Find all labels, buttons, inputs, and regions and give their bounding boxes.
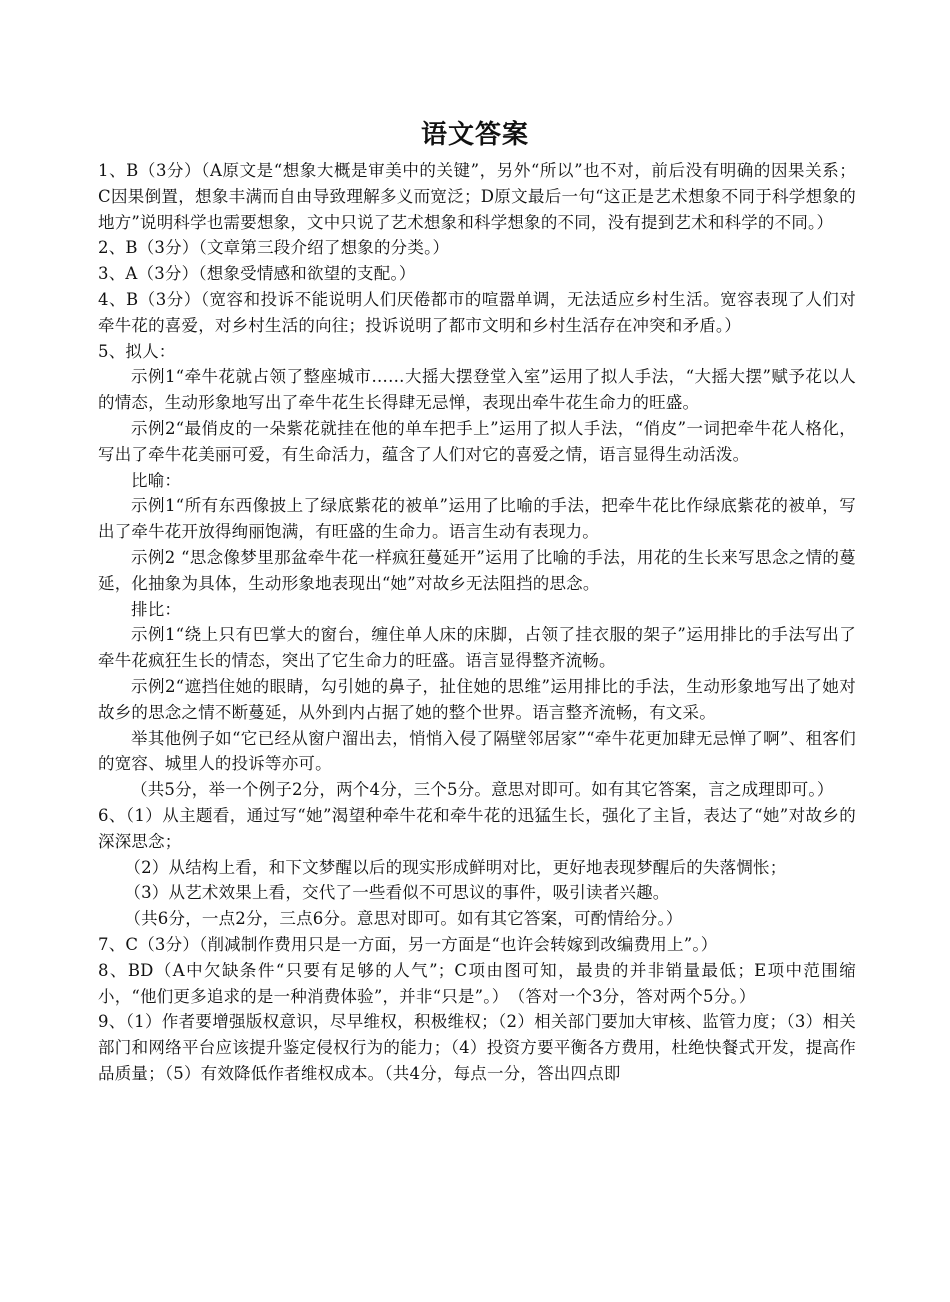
answer-5-heading-personification: 5、拟人： xyxy=(98,341,176,361)
answer-5-metaphor-example-2: 示例2 “思念像梦里那盆牵牛花一样疯狂蔓延开”运用了比喻的手法，用花的生长来写思念之情的蔓延，化抽象为具体，生动形象地表现出“她”对故乡无法阻挡的思念。 xyxy=(98,547,856,593)
answer-7: 7、C（3分）（削减制作费用只是一方面，另一方面是“也许会转嫁到改编费用上”。） xyxy=(98,934,718,954)
answer-5-parallelism-example-2: 示例2“遮挡住她的眼睛，勾引她的鼻子，扯住她的思维”运用排比的手法，生动形象地写出了她对故乡的思念之情不断蔓延，从外到内占据了她的整个世界。语言整齐流畅，有文采。 xyxy=(98,676,856,722)
answer-9: 9、（1）作者要增强版权意识，尽早维权，积极维权；（2）相关部门要加大审核、监管力度；（3）相关部门和网络平台应该提升鉴定侵权行为的能力；（4）投资方要平衡各方费用，杜绝快餐式开发，提高作品质量；（5）有效降低作者维权成本。（共4分，每点一分，答出四点即 xyxy=(98,1012,856,1083)
answer-5-metaphor-example-1: 示例1“所有东西像披上了绿底紫花的被单”运用了比喻的手法，把牵牛花比作绿底紫花的被单，写出了牵牛花开放得绚丽饱满，有旺盛的生命力。语言生动有表现力。 xyxy=(98,496,856,542)
answer-5-personification-example-1: 示例1“牵牛花就占领了整座城市……大摇大摆登堂入室”运用了拟人手法，“大摇大摆”赋予花以人的情态，生动形象地写出了牵牛花生长得肆无忌惮，表现出牵牛花生命力的旺盛。 xyxy=(98,367,856,413)
answer-body xyxy=(98,158,856,1087)
answer-5-heading-parallelism: 排比： xyxy=(131,599,182,619)
answer-6-point-3: （3）从艺术效果上看，交代了一些看似不可思议的事件，吸引读者兴趣。 xyxy=(124,883,670,903)
answer-6: 6、（1）从主题看，通过写“她”渴望种牵牛花和牵牛花的迅猛生长，强化了主旨，表达了“她”对故乡的深深思念； xyxy=(98,805,856,851)
answer-5-heading-metaphor: 比喻： xyxy=(131,470,182,490)
answer-5-parallelism-example-1: 示例1“绕上只有巴掌大的窗台，缠住单人床的床脚，占领了挂衣服的架子”运用排比的手法写出了牵牛花疯狂生长的情态，突出了它生命力的旺盛。语言显得整齐流畅。 xyxy=(98,625,856,671)
answer-2: 2、B（3分）（文章第三段介绍了想象的分类。） xyxy=(98,238,450,258)
answer-6-point-2: （2）从结构上看，和下文梦醒以后的现实形成鲜明对比，更好地表现梦醒后的失落惆怅； xyxy=(124,857,787,877)
answer-6-scoring: （共6分，一点2分，三点6分。意思对即可。如有其它答案，可酌情给分。） xyxy=(124,909,683,929)
answer-5-personification-example-2: 示例2“最俏皮的一朵紫花就挂在他的单车把手上”运用了拟人手法，“俏皮”一词把牵牛花人格化，写出了牵牛花美丽可爱，有生命活力，蕴含了人们对它的喜爱之情，语言显得生动活泼。 xyxy=(98,418,856,464)
answer-5-scoring: （共5分，举一个例子2分，两个4分，三个5分。意思对即可。如有其它答案，言之成理即可。） xyxy=(131,780,834,800)
page-title: 语文答案 xyxy=(420,120,529,150)
answer-8: 8、BD（A中欠缺条件“只要有足够的人气”；C项由图可知，最贵的并非销量最低；E项中范围缩小，“他们更多追求的是一种消费体验”，并非“只是”。） （答对一个3分，答对两个5分。） xyxy=(98,960,856,1006)
answer-1: 1、B（3分）（A原文是“想象大概是审美中的关键”，另外“所以”也不对，前后没有明确的因果关系； C因果倒置，想象丰满而自由导致理解多义而宽泛；D原文最后一句“这正是艺术想象不同于科学想象的地方”说明科学也需要想象，文中只说了艺术想象和科学想象的不同，没有提到艺术和科学的不同。） xyxy=(98,161,856,232)
answer-3: 3、A（3分）（想象受情感和欲望的支配。） xyxy=(98,264,416,284)
answer-5-other-examples: 举其他例子如“它已经从窗户溜出去，悄悄入侵了隔壁邻居家”“牵牛花更加肆无忌惮了啊”、租客们的宽容、城里人的投诉等亦可。 xyxy=(98,728,856,774)
answer-4: 4、B（3分）（宽容和投诉不能说明人们厌倦都市的喧嚣单调，无法适应乡村生活。宽容表现了人们对牵牛花的喜爱，对乡村生活的向往；投诉说明了都市文明和乡村生活存在冲突和矛盾。） xyxy=(98,289,856,335)
